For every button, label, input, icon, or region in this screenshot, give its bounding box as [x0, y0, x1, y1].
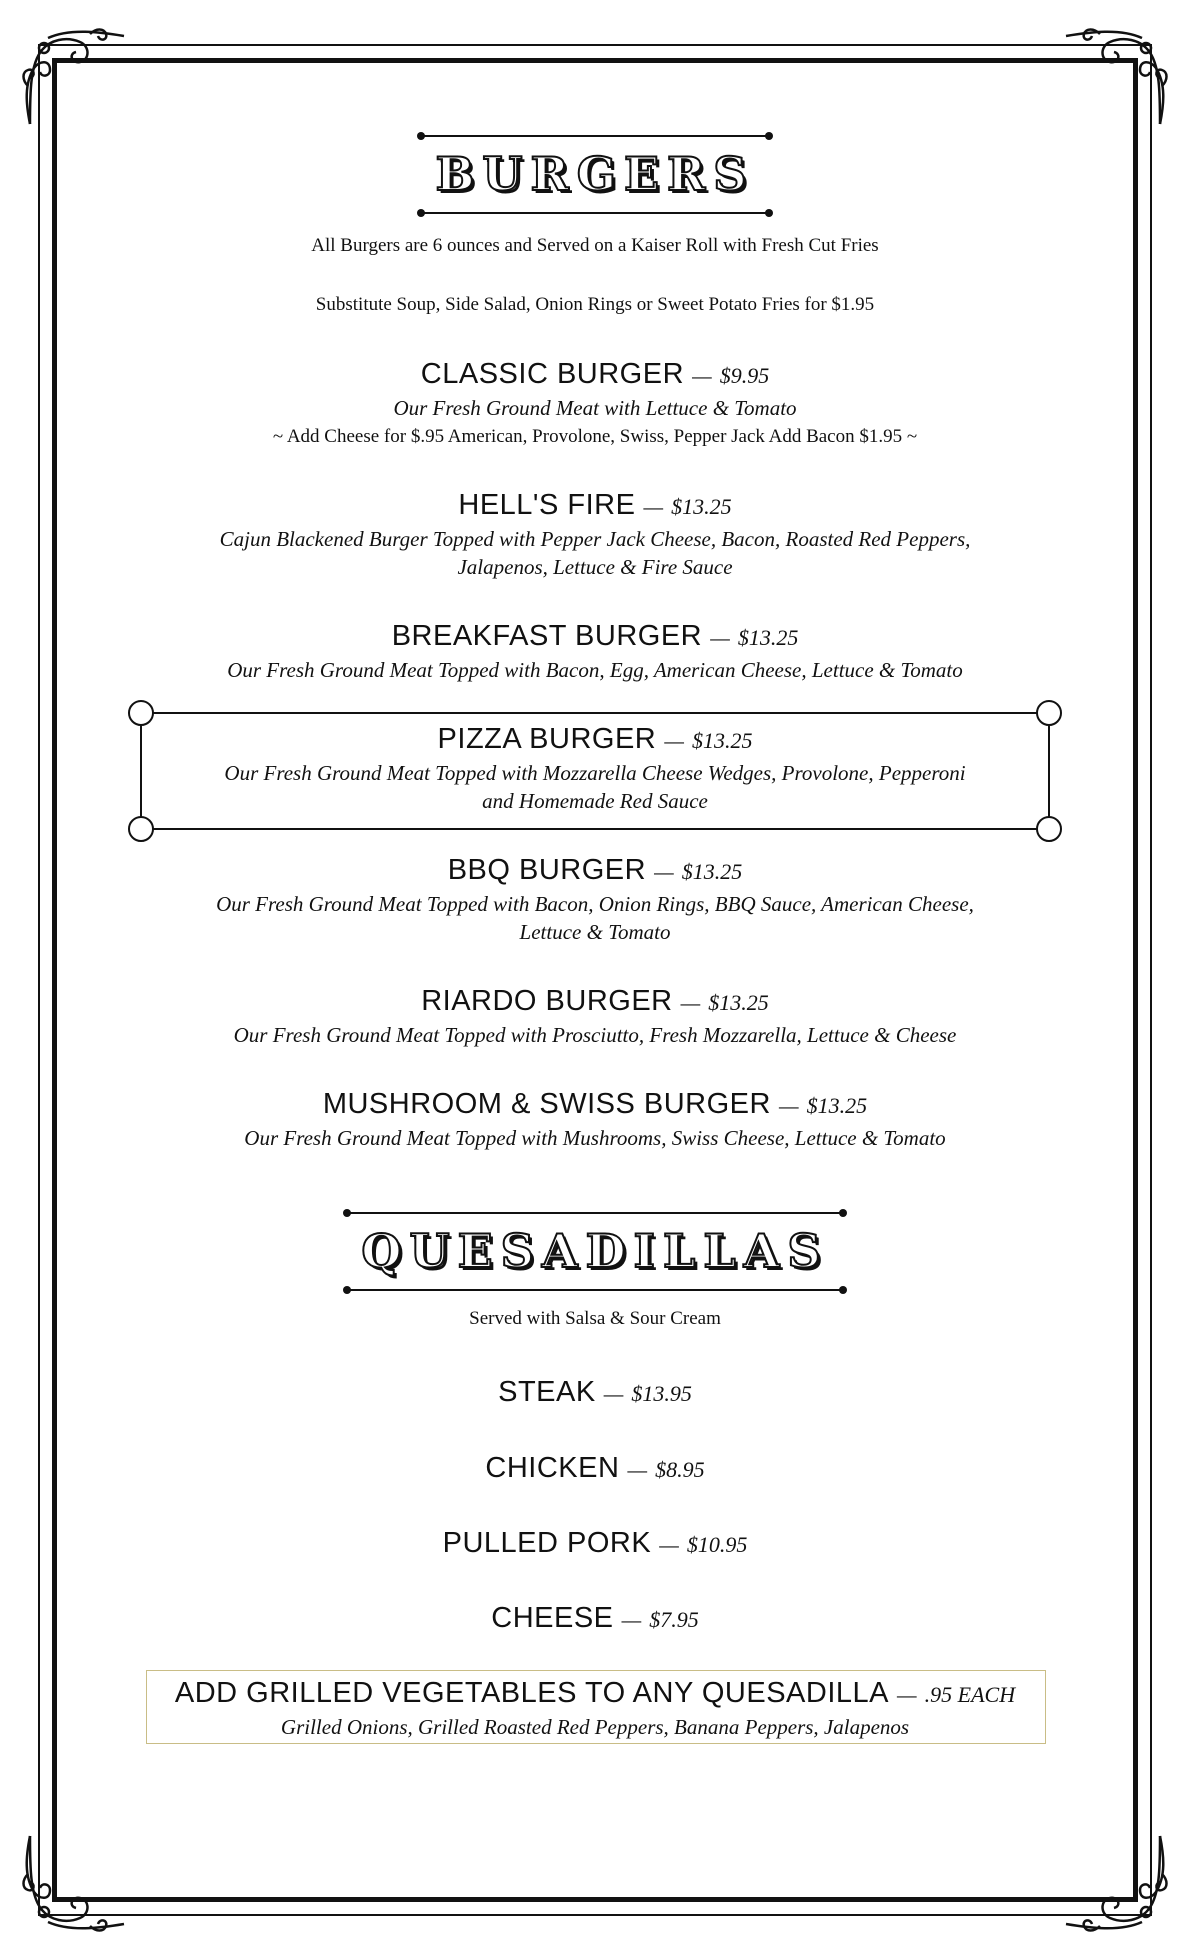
- menu-item-pulled-pork-quesadilla: PULLED PORK — $10.95: [442, 1527, 748, 1559]
- item-price: $13.25: [708, 990, 769, 1015]
- item-description: Our Fresh Ground Meat Topped with Bacon, Onion Rings, BBQ Sauce, American Cheese, Lettuce & Tomato: [216, 891, 974, 945]
- menu-item-cheese-quesadilla: CHEESE — $7.95: [491, 1602, 699, 1634]
- item-name: RIARDO BURGER: [421, 985, 673, 1017]
- item-name: CHICKEN: [485, 1452, 620, 1484]
- item-name: MUSHROOM & SWISS BURGER: [322, 1088, 771, 1120]
- corner-flourish-icon: [1058, 24, 1170, 136]
- item-price: $13.25: [681, 859, 743, 884]
- item-name: STEAK: [498, 1376, 596, 1408]
- corner-flourish-icon: [20, 1824, 132, 1936]
- item-price: $13.95: [631, 1381, 692, 1406]
- addon-grilled-vegetables: ADD GRILLED VEGETABLES TO ANY QUESADILLA — .95 EACH Grilled Onions, Grilled Roasted Red Peppers, Banana Peppers, Jalapenos: [60, 1676, 1130, 1741]
- menu-item-mushroom-swiss-burger: MUSHROOM & SWISS BURGER — $13.25 Our Fresh Ground Meat Topped with Mushrooms, Swiss Cheese, Lettuce & Tomato: [60, 1087, 1130, 1152]
- item-name: CHEESE: [491, 1602, 614, 1634]
- quesadillas-title: QUESADILLAS: [361, 1224, 829, 1278]
- item-description: Cajun Blackened Burger Topped with Pepper Jack Cheese, Bacon, Roasted Red Peppers, Jalapenos, Lettuce & Fire Sauce: [219, 526, 971, 580]
- item-name: PIZZA BURGER: [437, 723, 657, 755]
- burgers-note-substitute: Substitute Soup, Side Salad, Onion Rings or Sweet Potato Fries for $1.95: [315, 294, 875, 315]
- burgers-heading: [421, 135, 768, 214]
- item-price: $8.95: [655, 1457, 705, 1482]
- corner-flourish-icon: [20, 24, 132, 136]
- burgers-note-serving: All Burgers are 6 ounces and Served on a Kaiser Roll with Fresh Cut Fries: [311, 235, 879, 256]
- item-addons: ~ Add Cheese for $.95 American, Provolone, Swiss, Pepper Jack Add Bacon $1.95 ~: [272, 426, 918, 448]
- item-description: Our Fresh Ground Meat with Lettuce & Tomato: [393, 395, 797, 420]
- item-name: HELL'S FIRE: [458, 489, 636, 521]
- menu-item-bbq-burger: BBQ BURGER — $13.25 Our Fresh Ground Meat Topped with Bacon, Onion Rings, BBQ Sauce, American Cheese, Lettuce & Tomato: [60, 853, 1130, 946]
- menu-item-pizza-burger: PIZZA BURGER — $13.25 Our Fresh Ground Meat Topped with Mozzarella Cheese Wedges, Provolone, Pepperoni and Homemade Red Sauce: [60, 722, 1130, 815]
- menu-item-classic-burger: CLASSIC BURGER — $9.95 Our Fresh Ground Meat with Lettuce & Tomato ~ Add Cheese for $.95 American, Provolone, Swiss, Pepper Jack Add Bacon $1.95 ~: [60, 357, 1130, 450]
- menu-item-riardo-burger: RIARDO BURGER — $13.25 Our Fresh Ground Meat Topped with Prosciutto, Fresh Mozzarella, Lettuce & Cheese: [60, 984, 1130, 1049]
- menu-item-hells-fire: HELL'S FIRE — $13.25 Cajun Blackened Burger Topped with Pepper Jack Cheese, Bacon, Roasted Red Peppers, Jalapenos, Lettuce & Fire Sauce: [60, 488, 1130, 581]
- burgers-title: BURGERS: [435, 147, 755, 201]
- addon-price: .95 EACH: [924, 1682, 1016, 1707]
- item-name: PULLED PORK: [442, 1527, 652, 1559]
- item-description: Our Fresh Ground Meat Topped with Bacon, Egg, American Cheese, Lettuce & Tomato: [227, 657, 963, 682]
- item-price: $13.25: [806, 1093, 868, 1118]
- addon-description: Grilled Onions, Grilled Roasted Red Peppers, Banana Peppers, Jalapenos: [280, 1714, 910, 1739]
- menu-item-steak-quesadilla: STEAK — $13.95: [498, 1376, 692, 1408]
- item-name: BBQ BURGER: [447, 854, 647, 886]
- item-description: Our Fresh Ground Meat Topped with Prosciutto, Fresh Mozzarella, Lettuce & Cheese: [233, 1022, 957, 1047]
- item-description: Our Fresh Ground Meat Topped with Mozzarella Cheese Wedges, Provolone, Pepperoni and Homemade Red Sauce: [224, 760, 966, 814]
- quesadillas-section-header: [60, 1212, 1130, 1291]
- item-price: $13.25: [691, 728, 753, 753]
- item-description: Our Fresh Ground Meat Topped with Mushrooms, Swiss Cheese, Lettuce & Tomato: [244, 1125, 946, 1150]
- item-name: BREAKFAST BURGER: [391, 620, 703, 652]
- menu-item-breakfast-burger: BREAKFAST BURGER — $13.25 Our Fresh Ground Meat Topped with Bacon, Egg, American Cheese, Lettuce & Tomato: [60, 619, 1130, 684]
- item-price: $7.95: [649, 1607, 699, 1632]
- item-price: $9.95: [719, 363, 770, 388]
- quesadillas-note: Served with Salsa & Sour Cream: [469, 1308, 721, 1329]
- quesadillas-heading: [347, 1212, 842, 1291]
- corner-flourish-icon: [1058, 1824, 1170, 1936]
- item-price: $13.25: [671, 494, 732, 519]
- addon-name: ADD GRILLED VEGETABLES TO ANY QUESADILLA: [174, 1677, 889, 1709]
- item-price: $10.95: [686, 1532, 748, 1557]
- item-price: $13.25: [737, 625, 799, 650]
- burgers-section-header: [60, 135, 1130, 214]
- item-name: CLASSIC BURGER: [420, 358, 685, 390]
- menu-item-chicken-quesadilla: CHICKEN — $8.95: [485, 1452, 705, 1484]
